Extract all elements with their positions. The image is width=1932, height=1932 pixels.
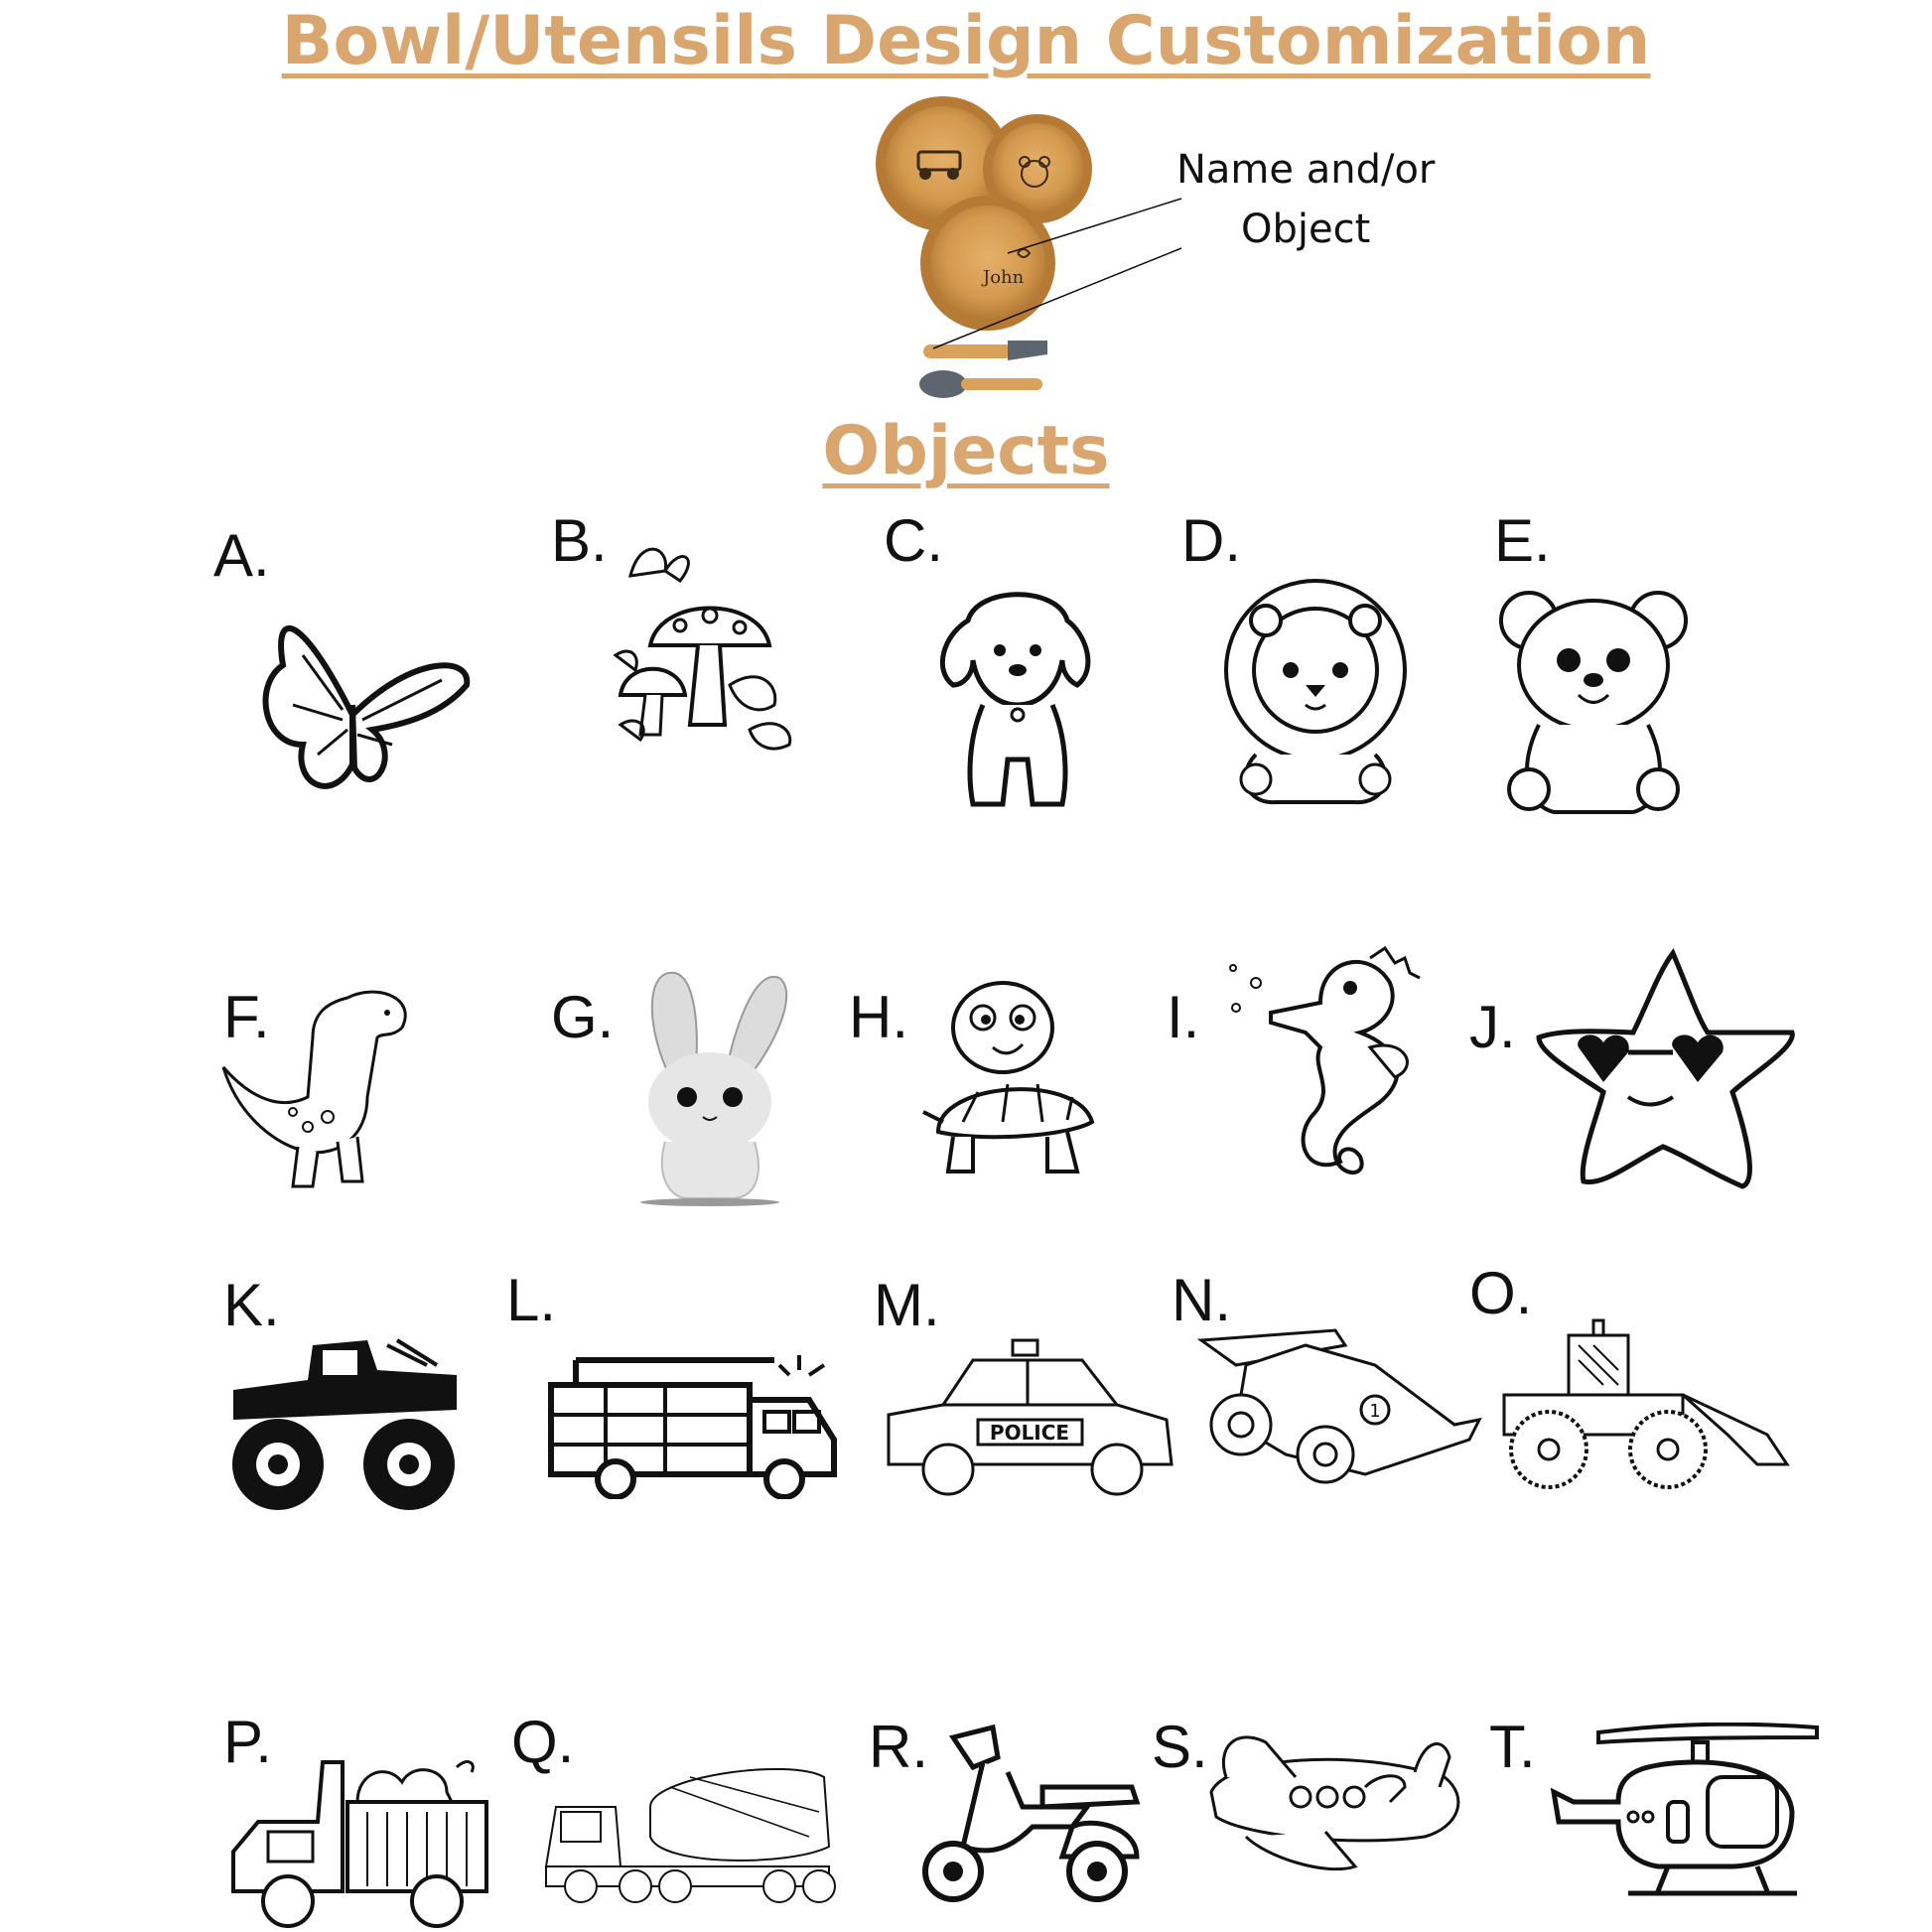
label-f: F. (223, 984, 270, 1050)
callout-line2: Object (1241, 207, 1371, 252)
label-e: E. (1494, 507, 1551, 574)
label-q: Q. (511, 1709, 575, 1775)
cement-mixer-icon (541, 1757, 839, 1906)
mushroom-butterfly-icon (611, 536, 809, 764)
dinosaur-icon (218, 978, 437, 1196)
label-c: C. (884, 507, 943, 574)
page-title: Bowl/Utensils Design Customization (281, 2, 1651, 80)
section-title: Objects (822, 412, 1110, 490)
fork (923, 341, 1047, 360)
dump-truck-icon (228, 1742, 491, 1931)
helicopter-icon (1549, 1723, 1822, 1906)
label-i: I. (1167, 984, 1200, 1050)
spoon (919, 370, 1042, 398)
label-d: D. (1181, 507, 1241, 574)
label-k: K. (223, 1272, 280, 1338)
label-m: M. (874, 1272, 940, 1338)
monster-truck-icon (228, 1335, 462, 1514)
bowl-set-photo (854, 94, 1370, 412)
turtle-icon (918, 973, 1102, 1186)
label-h: H. (849, 984, 908, 1050)
label-j: J. (1469, 994, 1516, 1060)
bunny-icon (616, 968, 804, 1206)
scooter-icon (913, 1718, 1142, 1906)
label-g: G. (551, 984, 615, 1050)
tractor-loader-icon (1499, 1315, 1797, 1494)
label-b: B. (551, 507, 608, 574)
fire-truck-icon (546, 1340, 844, 1499)
callout-line1: Name and/or (1176, 147, 1436, 193)
police-text: POLICE (989, 1421, 1070, 1445)
label-o: O. (1469, 1260, 1533, 1326)
label-n: N. (1172, 1267, 1231, 1333)
lion-icon (1216, 576, 1415, 809)
bowl-name (920, 196, 1055, 331)
label-p: P. (223, 1709, 272, 1775)
race-car-icon (1196, 1325, 1484, 1494)
butterfly-icon (243, 596, 482, 814)
airplane-icon (1206, 1718, 1469, 1881)
seahorse-icon (1221, 938, 1440, 1196)
star-sunglasses-icon (1534, 948, 1797, 1191)
label-s: S. (1152, 1714, 1208, 1780)
police-car-icon (884, 1335, 1176, 1504)
puppy-icon (928, 581, 1107, 814)
label-a: A. (213, 522, 270, 589)
bowl-name-text: John (983, 267, 1025, 288)
label-t: T. (1489, 1714, 1536, 1780)
teddy-bear-icon (1494, 576, 1693, 819)
label-l: L. (506, 1267, 557, 1333)
label-r: R. (869, 1714, 928, 1780)
race-number: 1 (1369, 1401, 1381, 1422)
